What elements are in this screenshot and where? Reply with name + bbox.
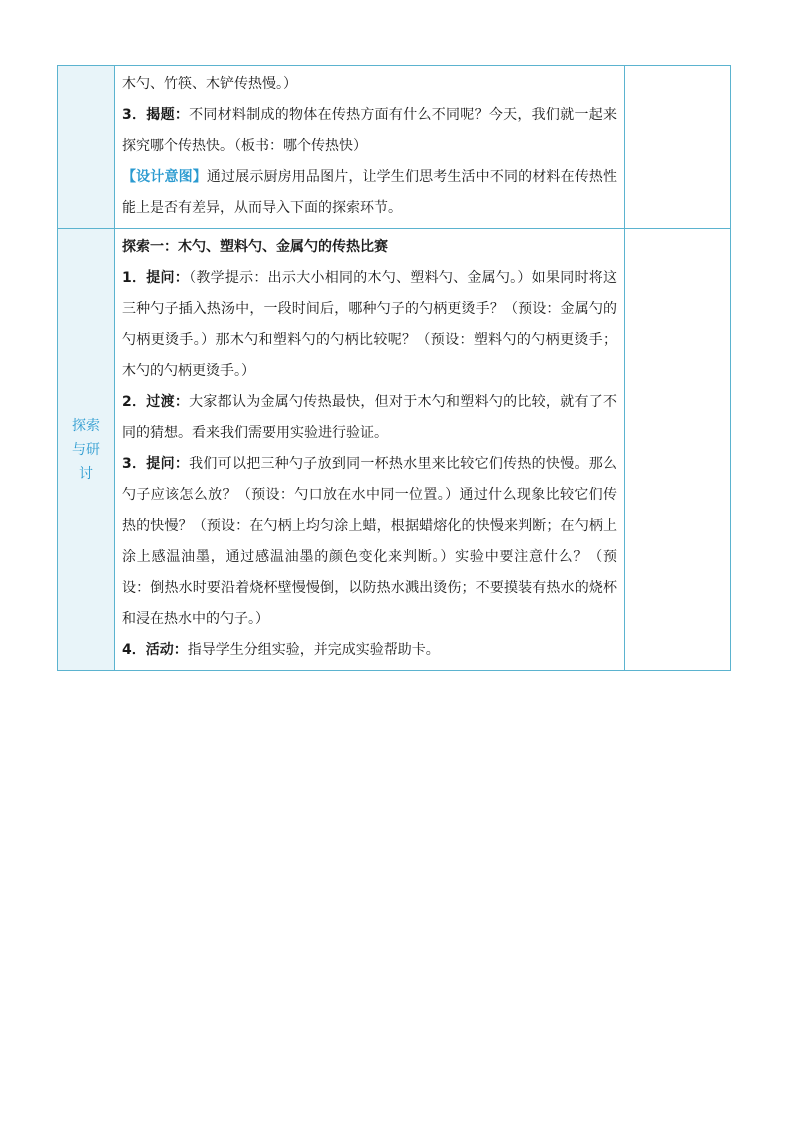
paragraph <box>122 162 617 224</box>
design-intent-tag: 【设计意图】 <box>122 169 207 185</box>
stage-label-cell <box>58 229 115 671</box>
paragraph-text: （教学提示：出示大小相同的木勺、塑料勺、金属勺。）如果同时将这三种勺子插入热汤中，一段时间后，哪种勺子的勺柄更烫手？（预设：金属勺的勺柄更烫手。）那木勺和塑料勺的勺柄比较呢？（预设：塑料勺的勺柄更烫手；木勺的勺柄更烫手。） <box>122 270 618 379</box>
item-number: 3． <box>122 107 147 123</box>
stage-label-cell <box>58 66 115 229</box>
paragraph <box>122 100 617 162</box>
table-row-intro <box>58 66 731 229</box>
paragraph-text: 不同材料制成的物体在传热方面有什么不同呢？今天，我们就一起来探究哪个传热快。（板书：哪个传热快） <box>122 107 618 154</box>
table-row-explore <box>58 229 731 671</box>
item-number: 3． <box>122 456 147 472</box>
paragraph <box>122 387 617 449</box>
item-keyword: 揭题： <box>146 107 190 123</box>
item-number: 4． <box>122 642 146 658</box>
section-heading: 探索一：木勺、塑料勺、金属勺的传热比赛 <box>122 239 388 255</box>
paragraph-text: 指导学生分组实验，并完成实验帮助卡。 <box>187 642 440 658</box>
item-number: 1． <box>122 270 147 286</box>
item-keyword: 过渡： <box>146 394 190 410</box>
notes-cell <box>625 229 731 671</box>
stage-label: 探索与研讨 <box>72 417 100 482</box>
paragraph <box>122 263 617 387</box>
item-keyword: 活动： <box>145 642 188 658</box>
item-number: 2． <box>122 394 147 410</box>
content-cell <box>115 229 625 671</box>
paragraph <box>122 635 617 666</box>
item-keyword: 提问： <box>146 270 190 286</box>
paragraph-text: 我们可以把三种勺子放到同一杯热水里来比较它们传热的快慢。那么勺子应该怎么放？（预设：勺口放在水中同一位置。）通过什么现象比较它们传热的快慢？（预设：在勺柄上均匀涂上蜡，根据蜡熔化的快慢来判断；在勺柄上涂上感温油墨，通过感温油墨的颜色变化来判断。）实验中要注意什么？（预设：倒热水时要沿着烧杯壁慢慢倒，以防热水溅出烫伤；不要摸装有热水的烧杯和浸在热水中的勺子。） <box>122 456 618 627</box>
paragraph-text: 通过展示厨房用品图片，让学生们思考生活中不同的材料在传热性能上是否有差异，从而导入下面的探索环节。 <box>122 169 618 216</box>
paragraph-text: 木勺、竹筷、木铲传热慢。） <box>122 76 297 92</box>
notes-cell <box>625 66 731 229</box>
lesson-plan-table <box>57 65 731 671</box>
paragraph-text: 大家都认为金属勺传热最快，但对于木勺和塑料勺的比较，就有了不同的猜想。看来我们需要用实验进行验证。 <box>122 394 618 441</box>
content-cell <box>115 66 625 229</box>
item-keyword: 提问： <box>146 456 190 472</box>
paragraph <box>122 69 617 100</box>
paragraph <box>122 449 617 635</box>
